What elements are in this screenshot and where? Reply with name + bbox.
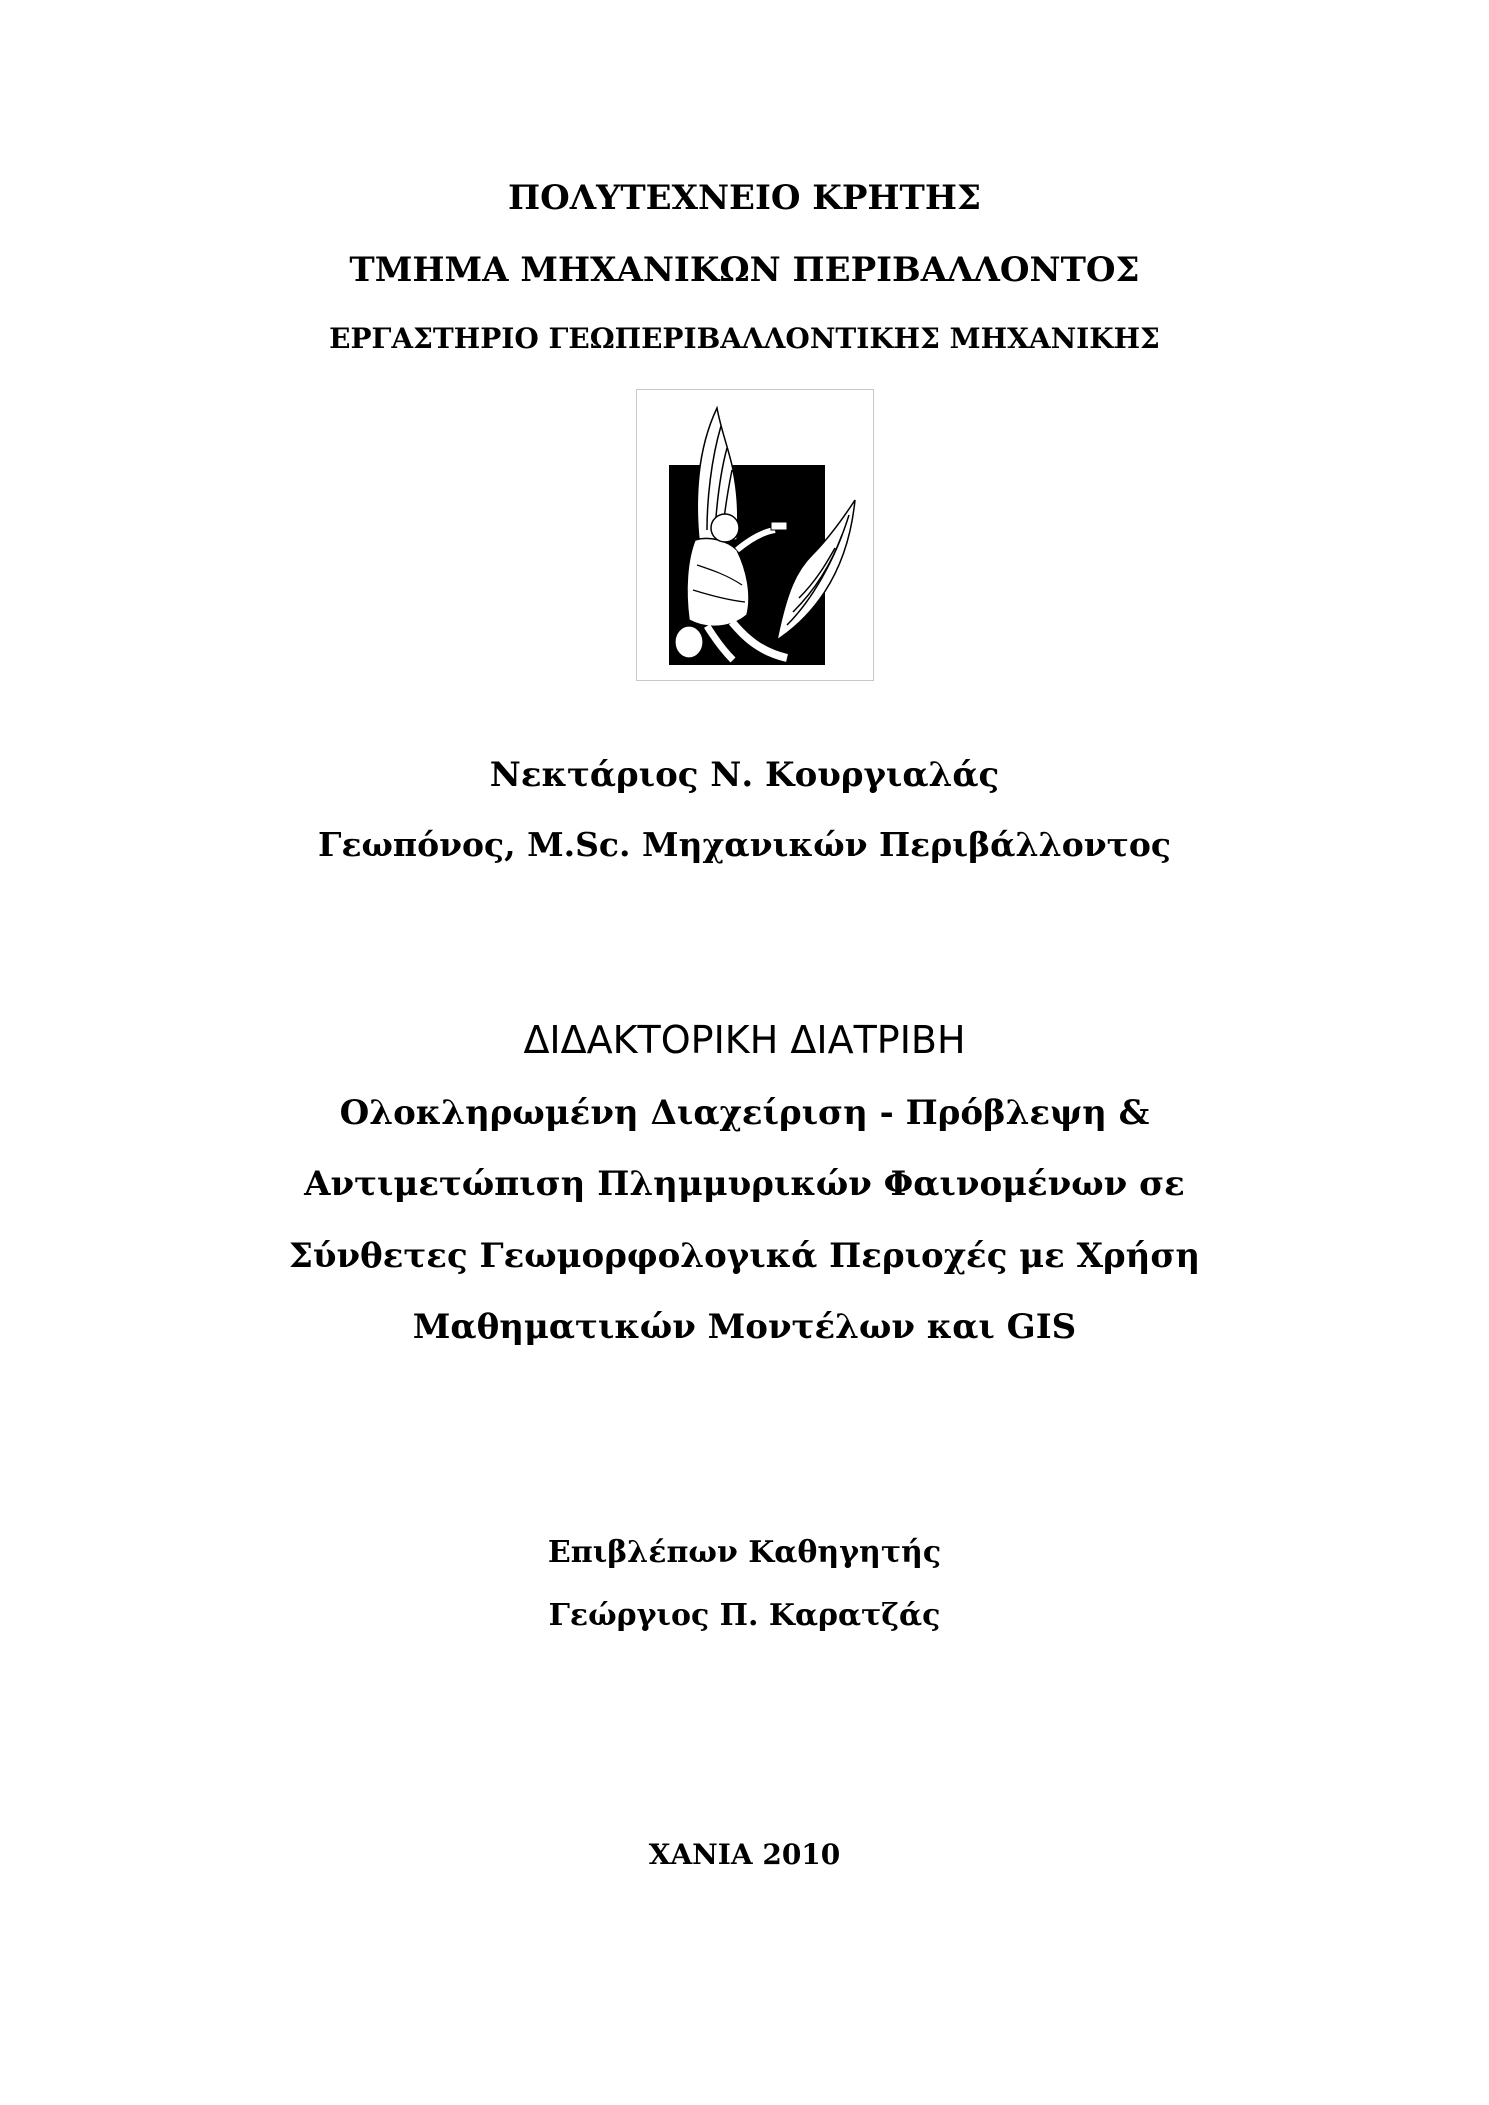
thesis-title-line: Μαθηματικών Μοντέλων και GIS [412,1307,1077,1347]
winged-figure-emblem-icon [637,390,873,680]
thesis-type: ΔΙΔΑΚΤΟΡΙΚΗ ΔΙΑΤΡΙΒΗ [523,1018,966,1062]
place-year: ΧΑΝΙΑ 2010 [648,1838,841,1871]
thesis-title-line: Ολοκληρωμένη Διαχείριση - Πρόβλεψη & [339,1093,1150,1133]
author-degrees: Γεωπόνος, M.Sc. Μηχανικών Περιβάλλοντος [318,825,1171,864]
department-name: ΤΜΗΜΑ ΜΗΧΑΝΙΚΩΝ ΠΕΡΙΒΑΛΛΟΝΤΟΣ [349,250,1140,290]
thesis-title-line: Αντιμετώπιση Πλημμυρικών Φαινομένων σε [304,1164,1185,1204]
author-name: Νεκτάριος Ν. Κουργιαλάς [489,755,1000,795]
thesis-title-line: Σύνθετες Γεωμορφολογικά Περιοχές με Χρήση [288,1236,1201,1276]
university-logo [636,389,874,681]
supervisor-name: Γεώργιος Π. Καρατζάς [548,1598,941,1633]
university-name: ΠΟΛΥΤΕΧΝΕΙΟ ΚΡΗΤΗΣ [507,178,982,218]
laboratory-name: ΕΡΓΑΣΤΗΡΙΟ ΓΕΩΠΕΡΙΒΑΛΛΟΝΤΙΚΗΣ ΜΗΧΑΝΙΚΗΣ [329,322,1160,355]
supervisor-label: Επιβλέπων Καθηγητής [547,1535,942,1570]
